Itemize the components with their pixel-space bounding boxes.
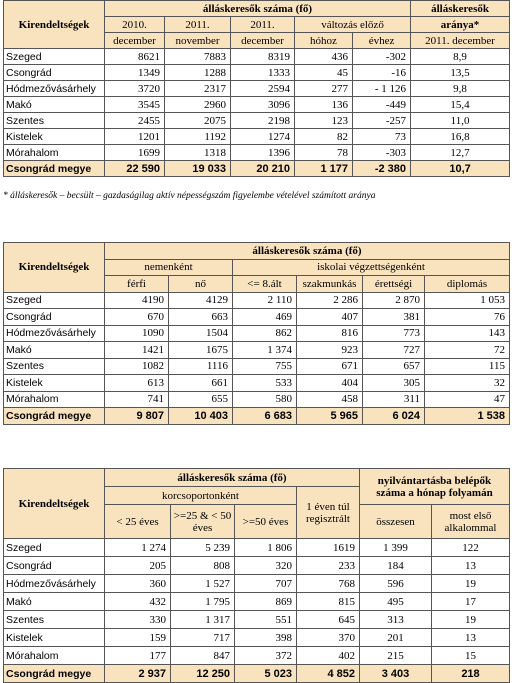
table-cell: 72 — [425, 342, 510, 359]
table-row — [4, 375, 510, 392]
table-cell: 16,8 — [411, 129, 510, 145]
table-cell: 305 — [363, 375, 425, 392]
table-cell: 1 795 — [171, 593, 235, 611]
office-name: Szeged — [4, 539, 105, 557]
table-cell: 1333 — [231, 65, 295, 81]
table-cell: 1201 — [105, 129, 165, 145]
table-row — [4, 593, 510, 611]
table-cell: 19 — [432, 575, 510, 593]
total-cell: 5 023 — [235, 665, 297, 683]
group-header: álláskeresők száma (fő) — [105, 1, 411, 17]
table-row — [4, 97, 510, 113]
table-cell: 815 — [297, 593, 360, 611]
table-cell: 1 374 — [233, 342, 297, 359]
col-sub: nő — [169, 276, 233, 293]
table-cell: 1421 — [105, 342, 169, 359]
table-cell: -16 — [353, 65, 411, 81]
table-cell: 233 — [297, 557, 360, 575]
total-cell: 1 538 — [425, 408, 510, 425]
ratio-header-1: álláskeresők — [411, 1, 510, 17]
total-cell: 6 024 — [363, 408, 425, 425]
table-cell: 9,8 — [411, 81, 510, 97]
table-cell: 707 — [235, 575, 297, 593]
total-label: Csongrád megye — [4, 161, 105, 177]
table-cell: 436 — [295, 49, 353, 65]
table-cell: 1 317 — [171, 611, 235, 629]
table-row — [4, 113, 510, 129]
table-cell: 215 — [360, 647, 432, 665]
total-cell: 9 807 — [105, 408, 169, 425]
table-row — [4, 65, 510, 81]
col-top: változás előző — [295, 17, 411, 33]
col-sub: összesen — [360, 505, 432, 539]
office-name: Mórahalom — [4, 391, 105, 408]
office-name: Hódmezővásárhely — [4, 575, 105, 593]
office-name: Hódmezővásárhely — [4, 81, 105, 97]
office-name: Csongrád — [4, 309, 105, 326]
table-cell: 1 806 — [235, 539, 297, 557]
office-name: Mórahalom — [4, 145, 105, 161]
table-cell: 655 — [169, 391, 233, 408]
table-age-entrants — [3, 468, 510, 683]
total-cell: 19 033 — [165, 161, 231, 177]
table-cell: 645 — [297, 611, 360, 629]
table-cell: 177 — [105, 647, 171, 665]
table-cell: 533 — [233, 375, 297, 392]
table-cell: 122 — [432, 539, 510, 557]
total-cell: 218 — [432, 665, 510, 683]
table-cell: 1396 — [231, 145, 295, 161]
col-sub: >=50 éves — [235, 505, 297, 539]
group-header: álláskeresők száma (fő) — [105, 243, 510, 260]
col-sub: szakmunkás — [297, 276, 363, 293]
table-cell: 1082 — [105, 358, 169, 375]
col-sub: férfi — [105, 276, 169, 293]
table-cell: 47 — [425, 391, 510, 408]
col-sub: < 25 éves — [105, 505, 171, 539]
table-cell: 551 — [235, 611, 297, 629]
table-cell: 4190 — [105, 292, 169, 309]
table-cell: 76 — [425, 309, 510, 326]
total-cell: 6 683 — [233, 408, 297, 425]
table-cell: 1116 — [169, 358, 233, 375]
table-cell: 13 — [432, 629, 510, 647]
table-cell: 11,0 — [411, 113, 510, 129]
table-cell: 159 — [105, 629, 171, 647]
table-row — [4, 81, 510, 97]
table-cell: 330 — [105, 611, 171, 629]
table-row — [4, 611, 510, 629]
table-cell: 1 527 — [171, 575, 235, 593]
age-header: korcsoportonként — [105, 487, 297, 505]
table-cell: 398 — [235, 629, 297, 647]
total-cell: 5 965 — [297, 408, 363, 425]
table-cell: 381 — [363, 309, 425, 326]
table-cell: 613 — [105, 375, 169, 392]
total-cell: 22 590 — [105, 161, 165, 177]
office-name: Szentes — [4, 611, 105, 629]
table-cell: 370 — [297, 629, 360, 647]
table-cell: 3720 — [105, 81, 165, 97]
over-1y-header: 1 éven túl regisztrált — [297, 487, 360, 539]
office-name: Kistelek — [4, 629, 105, 647]
office-name: Mórahalom — [4, 647, 105, 665]
table-cell: -303 — [353, 145, 411, 161]
office-name: Kistelek — [4, 375, 105, 392]
office-name: Csongrád — [4, 65, 105, 81]
table-cell: 2075 — [165, 113, 231, 129]
table-cell: 717 — [171, 629, 235, 647]
table-cell: 407 — [297, 309, 363, 326]
table-cell: 8319 — [231, 49, 295, 65]
table-cell: 1318 — [165, 145, 231, 161]
table-cell: 2198 — [231, 113, 295, 129]
table-cell: 657 — [363, 358, 425, 375]
table-cell: 7883 — [165, 49, 231, 65]
table-cell: 136 — [295, 97, 353, 113]
table-cell: -449 — [353, 97, 411, 113]
table-cell: 1 274 — [105, 539, 171, 557]
table-cell: 773 — [363, 325, 425, 342]
table-cell: 13 — [432, 557, 510, 575]
table-cell: 1288 — [165, 65, 231, 81]
office-name: Szeged — [4, 292, 105, 309]
table-cell: 869 — [235, 593, 297, 611]
total-row — [4, 161, 510, 177]
office-header: Kirendeltségek — [4, 243, 105, 293]
total-cell: 12 250 — [171, 665, 235, 683]
total-cell: 4 852 — [297, 665, 360, 683]
total-row — [4, 408, 510, 425]
table-row — [4, 129, 510, 145]
table-cell: 82 — [295, 129, 353, 145]
table-cell: 78 — [295, 145, 353, 161]
col-sub: diplomás — [425, 276, 510, 293]
table-row — [4, 629, 510, 647]
table-cell: 184 — [360, 557, 432, 575]
table-cell: 115 — [425, 358, 510, 375]
ratio-header-2: aránya* — [411, 17, 510, 33]
total-cell: 20 210 — [231, 161, 295, 177]
table-cell: 847 — [171, 647, 235, 665]
table-cell: 1192 — [165, 129, 231, 145]
col-top: 2011. — [231, 17, 295, 33]
table-cell: 402 — [297, 647, 360, 665]
table-cell: 816 — [297, 325, 363, 342]
table-row — [4, 539, 510, 557]
table-cell: 3545 — [105, 97, 165, 113]
table-cell: 2455 — [105, 113, 165, 129]
total-cell: 10,7 — [411, 161, 510, 177]
col-sub: december — [105, 33, 165, 49]
table-row — [4, 49, 510, 65]
table-cell: 313 — [360, 611, 432, 629]
table-cell: 1090 — [105, 325, 169, 342]
table-cell: 1 399 — [360, 539, 432, 557]
table-cell: 3096 — [231, 97, 295, 113]
table-cell: - 1 126 — [353, 81, 411, 97]
table-cell: 12,7 — [411, 145, 510, 161]
col-sub: <= 8.ált — [233, 276, 297, 293]
table-cell: -302 — [353, 49, 411, 65]
total-label: Csongrád megye — [4, 665, 105, 683]
table-cell: 13,5 — [411, 65, 510, 81]
table-cell: 73 — [353, 129, 411, 145]
table-row — [4, 557, 510, 575]
col-sub: november — [165, 33, 231, 49]
office-name: Kistelek — [4, 129, 105, 145]
col-sub: >=25 & < 50 éves — [171, 505, 235, 539]
table-cell: 2317 — [165, 81, 231, 97]
table-row — [4, 292, 510, 309]
total-cell: 3 403 — [360, 665, 432, 683]
total-cell: 1 177 — [295, 161, 353, 177]
col-sub: december — [231, 33, 295, 49]
table-row — [4, 309, 510, 326]
table-cell: 2 110 — [233, 292, 297, 309]
table-cell: 1699 — [105, 145, 165, 161]
table-cell: 15,4 — [411, 97, 510, 113]
table-cell: 1504 — [169, 325, 233, 342]
table-cell: 596 — [360, 575, 432, 593]
table-cell: 1349 — [105, 65, 165, 81]
table-cell: 205 — [105, 557, 171, 575]
table-cell: 1274 — [231, 129, 295, 145]
table-cell: 277 — [295, 81, 353, 97]
table-cell: 663 — [169, 309, 233, 326]
col-top: 2010. — [105, 17, 165, 33]
table-row — [4, 358, 510, 375]
table-cell: 45 — [295, 65, 353, 81]
table-cell: 311 — [363, 391, 425, 408]
table-gender-education — [3, 242, 510, 425]
table-cell: 143 — [425, 325, 510, 342]
table-cell: 755 — [233, 358, 297, 375]
table-cell: 1675 — [169, 342, 233, 359]
table-cell: 2960 — [165, 97, 231, 113]
table-cell: 808 — [171, 557, 235, 575]
office-name: Csongrád — [4, 557, 105, 575]
table-cell: 670 — [105, 309, 169, 326]
office-name: Makó — [4, 97, 105, 113]
table-cell: 4129 — [169, 292, 233, 309]
table-cell: 495 — [360, 593, 432, 611]
table-row — [4, 391, 510, 408]
total-label: Csongrád megye — [4, 408, 105, 425]
table-cell: 741 — [105, 391, 169, 408]
table-cell: 580 — [233, 391, 297, 408]
total-cell: 10 403 — [169, 408, 233, 425]
table-row — [4, 342, 510, 359]
table-cell: 671 — [297, 358, 363, 375]
col-sub: most első alkalommal — [432, 505, 510, 539]
table-cell: 123 — [295, 113, 353, 129]
table-cell: 8621 — [105, 49, 165, 65]
table-cell: 2 286 — [297, 292, 363, 309]
table-cell: 201 — [360, 629, 432, 647]
office-name: Szeged — [4, 49, 105, 65]
table-cell: 2594 — [231, 81, 295, 97]
table-cell: 923 — [297, 342, 363, 359]
table-cell: -257 — [353, 113, 411, 129]
office-header: Kirendeltségek — [4, 469, 105, 539]
gender-header: nemenként — [105, 259, 233, 276]
table-cell: 372 — [235, 647, 297, 665]
col-sub: évhez — [353, 33, 411, 49]
table-row — [4, 647, 510, 665]
table-cell: 19 — [432, 611, 510, 629]
office-name: Szentes — [4, 358, 105, 375]
table-registered-jobseekers — [3, 0, 510, 177]
table-cell: 1619 — [297, 539, 360, 557]
col-sub: érettségi — [363, 276, 425, 293]
col-sub: 2011. december — [411, 33, 510, 49]
col-top: 2011. — [165, 17, 231, 33]
office-name: Makó — [4, 342, 105, 359]
table-cell: 661 — [169, 375, 233, 392]
footnote: * álláskeresők – becsült – gazdaságilag aktív népességszám figyelembe vételével számított aránya — [3, 191, 376, 201]
table-cell: 15 — [432, 647, 510, 665]
table-row — [4, 325, 510, 342]
entrants-header: nyilvántartásba belépők száma a hónap folyamán — [360, 469, 510, 505]
office-header: Kirendeltségek — [4, 1, 105, 49]
table-cell: 1 053 — [425, 292, 510, 309]
table-cell: 5 239 — [171, 539, 235, 557]
table-cell: 320 — [235, 557, 297, 575]
total-cell: -2 380 — [353, 161, 411, 177]
office-name: Makó — [4, 593, 105, 611]
table-row — [4, 145, 510, 161]
education-header: iskolai végzettségenként — [233, 259, 510, 276]
table-row — [4, 575, 510, 593]
table-cell: 432 — [105, 593, 171, 611]
col-sub: hóhoz — [295, 33, 353, 49]
table-cell: 404 — [297, 375, 363, 392]
office-name: Szentes — [4, 113, 105, 129]
total-cell: 2 937 — [105, 665, 171, 683]
table-cell: 469 — [233, 309, 297, 326]
table-cell: 17 — [432, 593, 510, 611]
table-cell: 768 — [297, 575, 360, 593]
total-row — [4, 665, 510, 683]
table-cell: 727 — [363, 342, 425, 359]
table-cell: 2 870 — [363, 292, 425, 309]
office-name: Hódmezővásárhely — [4, 325, 105, 342]
table-cell: 360 — [105, 575, 171, 593]
table-cell: 32 — [425, 375, 510, 392]
table-cell: 8,9 — [411, 49, 510, 65]
group-header: álláskeresők száma (fő) — [105, 469, 360, 487]
table-cell: 458 — [297, 391, 363, 408]
table-cell: 862 — [233, 325, 297, 342]
